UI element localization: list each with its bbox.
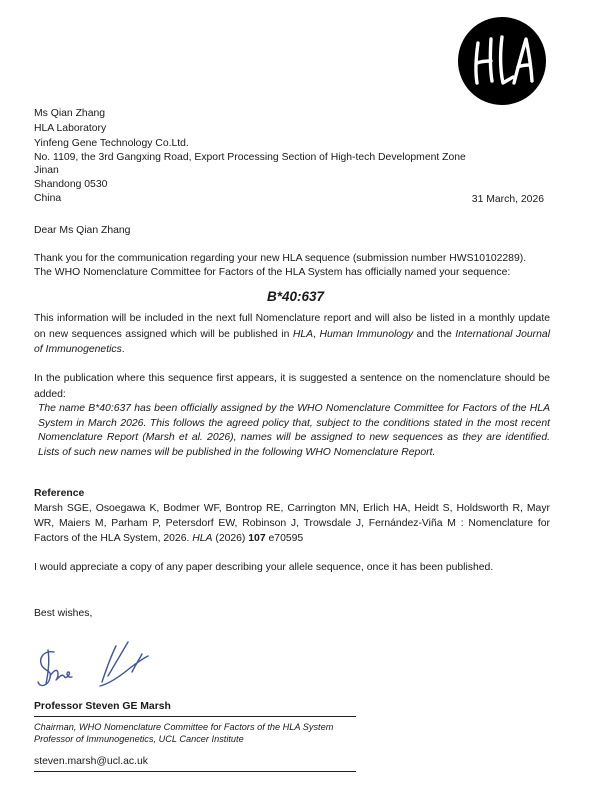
intro-line-2: The WHO Nomenclature Committee for Factors of the HLA System has officially named your sequence: — [34, 267, 511, 278]
recipient-province-line — [34, 178, 107, 191]
intro-line-1: Thank you for the communication regarding your new HLA sequence (submission number HWS10102289). — [34, 253, 527, 264]
signatory-email[interactable]: steven.marsh@ucl.ac.uk — [34, 756, 148, 767]
info-paragraph — [34, 311, 550, 358]
recipient-postcode: 0530 — [84, 179, 108, 190]
info-end: . — [121, 344, 125, 355]
salutation — [34, 224, 130, 237]
letter-date: 31 March, 2026 — [471, 194, 544, 205]
recipient-company: Yinfeng Gene Technology Co.Ltd. — [34, 138, 189, 149]
recipient-country: China — [34, 193, 62, 204]
reference-pages: e70595 — [265, 533, 304, 544]
info-text: This information will be included in the next full Nomenclature report and will also be listed in a monthly update on new sequences assigned which will be published in — [34, 313, 550, 340]
recipient-name: Ms Qian Zhang — [34, 108, 106, 119]
reference-journal: HLA — [192, 533, 213, 544]
salutation-prefix: Dear — [34, 225, 57, 236]
publication-paragraph: In the publication where this sequence first appears, it is suggested a sentence on the nomenclature should be added: — [34, 373, 550, 400]
suggested-sentence: The name B*40:637 has been officially assigned by the WHO Nomenclature Committee for Factors of the HLA System in March 2026. This follows the agreed policy that, subject to the conditions stated in the most recent Nomenclature Report (Marsh et al. 2026), names will be assigned to new sequences as they are identified. Lists of such new names will be published in the following WHO Nomenclature Report. — [38, 403, 550, 458]
reference-citation: Marsh SGE, Osoegawa K, Bodmer WF, Bontrop RE, Carrington MN, Erlich HA, Heidt S, Holdsworth R, Mayr WR, Maiers M, Parham P, Petersdorf EW, Robinson J, Trowsdale J, Fernández-Viña M : Nomenclature for Factors of the HLA System, 2026. — [34, 503, 550, 544]
email-divider — [34, 771, 356, 772]
reference-year: (2026) — [212, 533, 249, 544]
info-separator: , — [313, 328, 320, 340]
recipient-city: Jinan — [34, 165, 59, 176]
reference-text — [34, 501, 550, 546]
journal-hla: HLA — [292, 328, 314, 340]
salutation-name: Ms Qian Zhang — [59, 225, 131, 236]
hla-logo — [458, 17, 546, 105]
journal-ijg: International Journal of Immunogenetics — [34, 328, 551, 355]
allele-name: B*40:637 — [266, 289, 325, 304]
journal-human-immunology: Human Immunology — [319, 328, 414, 340]
recipient-address: No. 1109, the 3rd Gangxing Road, Export Processing Section of High-tech Development Zone — [34, 152, 466, 163]
signatory-title-1: Chairman, WHO Nomenclature Committee for Factors of the HLA System — [34, 722, 334, 732]
reference-heading: Reference — [34, 488, 85, 499]
signatory-title-2: Professor of Immunogenetics, UCL Cancer Institute — [34, 734, 244, 744]
reference-volume: 107 — [248, 533, 266, 544]
recipient-org: HLA Laboratory — [34, 123, 107, 134]
closing-text: Best wishes, — [34, 608, 93, 619]
signature-divider — [34, 716, 356, 717]
recipient-province: Shandong — [34, 179, 82, 190]
signatory-name: Professor Steven GE Marsh — [34, 701, 171, 712]
request-text: I would appreciate a copy of any paper describing your allele sequence, once it has been published. — [34, 562, 494, 573]
signature — [34, 632, 164, 694]
info-separator: and the — [413, 328, 456, 340]
